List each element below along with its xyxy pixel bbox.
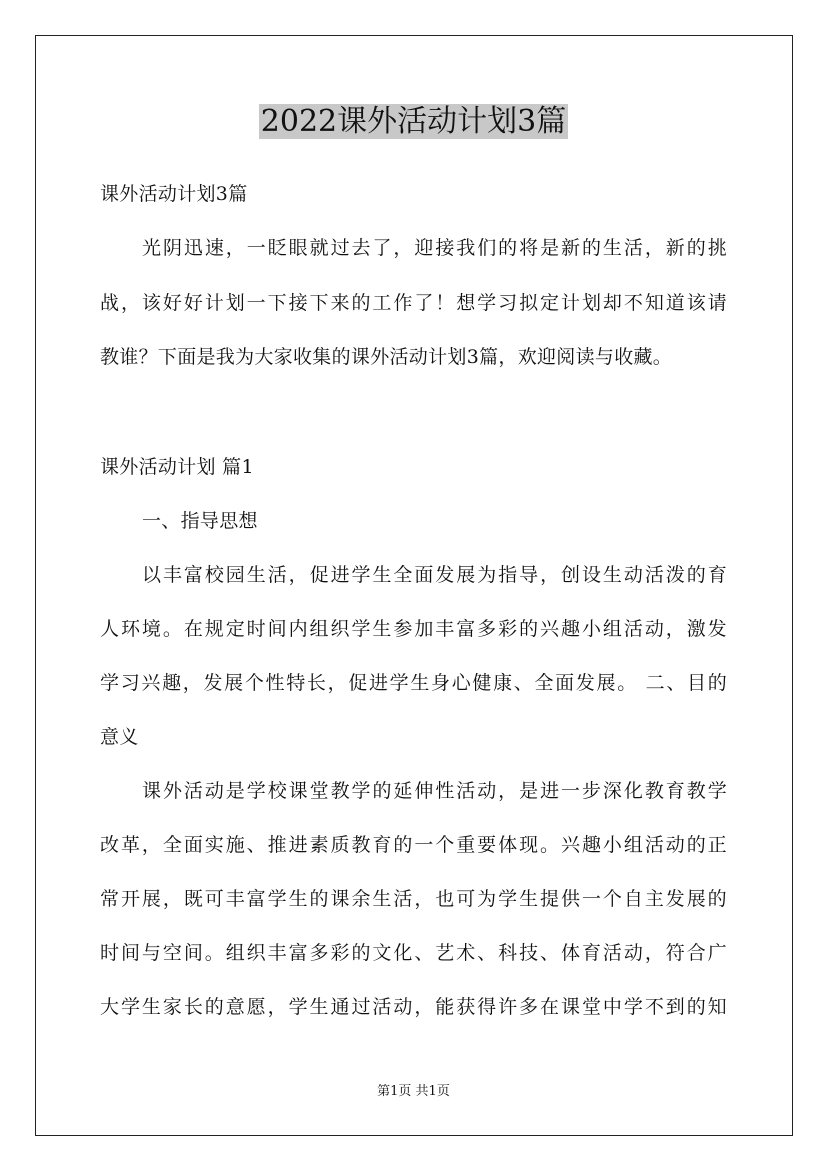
para1-line-2: 人环境。在规定时间内组织学生参加丰富多彩的兴趣小组活动，激发	[100, 618, 727, 640]
intro-line-1: 光阴迅速，一眨眼就过去了，迎接我们的将是新的生活，新的挑	[142, 237, 727, 259]
para2-line-2: 改革，全面实施、推进素质教育的一个重要体现。兴趣小组活动的正	[100, 834, 727, 856]
intro-line-3: 教谁？下面是我为大家收集的课外活动计划3篇，欢迎阅读与收藏。	[100, 346, 673, 368]
intro-line-2: 战，该好好计划一下接下来的工作了！想学习拟定计划却不知道该请	[100, 292, 727, 314]
para1-line-4: 意义	[100, 726, 139, 748]
document-title-text: 2022课外活动计划3篇	[260, 104, 567, 139]
para2-line-1: 课外活动是学校课堂教学的延伸性活动，是进一步深化教育教学	[142, 780, 727, 802]
page-number-footer: 第1页 共1页	[377, 1084, 450, 1099]
subheading-guiding-thought: 一、指导思想	[142, 510, 258, 532]
section-heading: 课外活动计划 篇1	[100, 456, 254, 478]
para2-line-5: 大学生家长的意愿，学生通过活动，能获得许多在课堂中学不到的知	[100, 996, 727, 1018]
document-title	[0, 102, 827, 142]
para1-line-1: 以丰富校园生活，促进学生全面发展为指导，创设生动活泼的育	[142, 564, 727, 586]
para1-line-3: 学习兴趣，发展个性特长，促进学生身心健康、全面发展。 二、目的	[100, 672, 727, 694]
para2-line-4: 时间与空间。组织丰富多彩的文化、艺术、科技、体育活动，符合广	[100, 942, 727, 964]
para2-line-3: 常开展，既可丰富学生的课余生活，也可为学生提供一个自主发展的	[100, 888, 727, 910]
document-subtitle: 课外活动计划3篇	[100, 183, 248, 205]
